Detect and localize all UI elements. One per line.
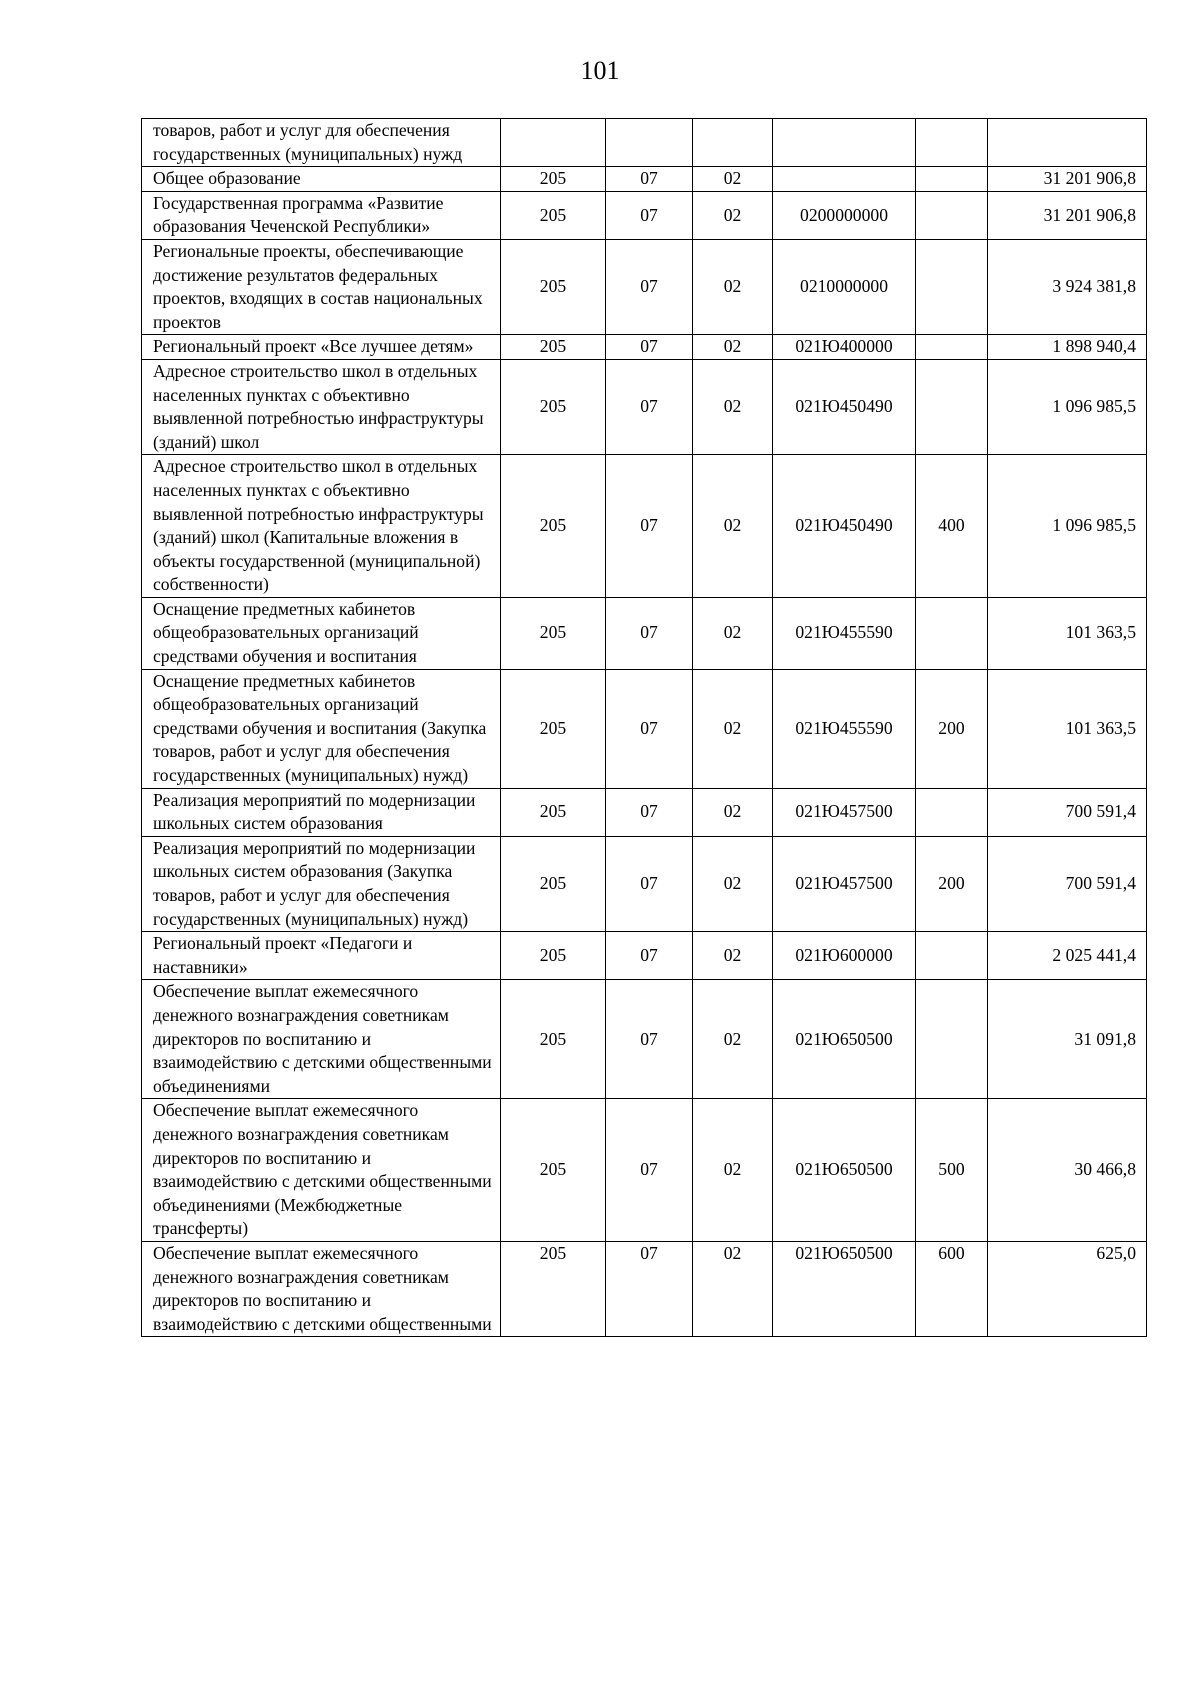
expense-type-cell (916, 119, 988, 167)
expense-type-cell: 200 (916, 836, 988, 931)
row-name-cell: Государственная программа «Развитие образования Чеченской Республики» (142, 191, 501, 239)
subsection-code-cell: 02 (693, 836, 773, 931)
target-article-cell: 021Ю650500 (773, 1241, 916, 1336)
table-row (142, 1241, 1147, 1336)
table-row (142, 119, 1147, 167)
expense-type-cell: 400 (916, 455, 988, 598)
amount-cell: 1 898 940,4 (988, 335, 1147, 360)
row-name-cell: Адресное строительство школ в отдельных населенных пунктах с объективно выявленной потребностью инфраструктуры (зданий) школ (142, 359, 501, 454)
row-name-cell: Региональный проект «Все лучшее детям» (142, 335, 501, 360)
subsection-code-cell: 02 (693, 359, 773, 454)
amount-cell: 101 363,5 (988, 597, 1147, 669)
ministry-code-cell: 205 (501, 191, 606, 239)
ministry-code-cell: 205 (501, 335, 606, 360)
expense-type-cell (916, 335, 988, 360)
ministry-code-cell: 205 (501, 359, 606, 454)
expense-type-cell (916, 239, 988, 334)
row-name-cell: Региональный проект «Педагоги и наставники» (142, 932, 501, 980)
amount-cell: 30 466,8 (988, 1099, 1147, 1242)
amount-cell (988, 119, 1147, 167)
amount-cell: 31 201 906,8 (988, 191, 1147, 239)
amount-cell: 101 363,5 (988, 669, 1147, 788)
subsection-code-cell: 02 (693, 980, 773, 1099)
expense-type-cell: 600 (916, 1241, 988, 1336)
amount-cell: 2 025 441,4 (988, 932, 1147, 980)
ministry-code-cell: 205 (501, 669, 606, 788)
section-code-cell: 07 (606, 359, 693, 454)
target-article-cell: 021Ю457500 (773, 836, 916, 931)
table-row (142, 455, 1147, 598)
table-row (142, 669, 1147, 788)
target-article-cell: 021Ю457500 (773, 788, 916, 836)
target-article-cell: 021Ю450490 (773, 359, 916, 454)
amount-cell: 700 591,4 (988, 788, 1147, 836)
target-article-cell (773, 167, 916, 192)
target-article-cell: 021Ю455590 (773, 669, 916, 788)
table-row (142, 335, 1147, 360)
expense-type-cell (916, 980, 988, 1099)
expense-type-cell (916, 932, 988, 980)
expense-type-cell: 500 (916, 1099, 988, 1242)
subsection-code-cell (693, 119, 773, 167)
subsection-code-cell: 02 (693, 788, 773, 836)
target-article-cell: 021Ю455590 (773, 597, 916, 669)
table-row (142, 1099, 1147, 1242)
table-row (142, 239, 1147, 334)
section-code-cell: 07 (606, 932, 693, 980)
expense-type-cell (916, 359, 988, 454)
row-name-cell: Реализация мероприятий по модернизации школьных систем образования (142, 788, 501, 836)
ministry-code-cell: 205 (501, 836, 606, 931)
table-row (142, 980, 1147, 1099)
ministry-code-cell: 205 (501, 932, 606, 980)
ministry-code-cell: 205 (501, 1099, 606, 1242)
section-code-cell: 07 (606, 1241, 693, 1336)
target-article-cell: 021Ю600000 (773, 932, 916, 980)
ministry-code-cell: 205 (501, 1241, 606, 1336)
subsection-code-cell: 02 (693, 932, 773, 980)
section-code-cell: 07 (606, 335, 693, 360)
section-code-cell: 07 (606, 597, 693, 669)
subsection-code-cell: 02 (693, 1099, 773, 1242)
subsection-code-cell: 02 (693, 239, 773, 334)
target-article-cell: 0200000000 (773, 191, 916, 239)
amount-cell: 700 591,4 (988, 836, 1147, 931)
page-number: 101 (580, 56, 620, 85)
row-name-cell: Региональные проекты, обеспечивающие достижение результатов федеральных проектов, входящих в состав национальных проектов (142, 239, 501, 334)
subsection-code-cell: 02 (693, 669, 773, 788)
target-article-cell: 021Ю650500 (773, 980, 916, 1099)
subsection-code-cell: 02 (693, 455, 773, 598)
section-code-cell: 07 (606, 455, 693, 598)
subsection-code-cell: 02 (693, 1241, 773, 1336)
row-name-cell: Оснащение предметных кабинетов общеобразовательных организаций средствами обучения и воспитания (Закупка товаров, работ и услуг для обеспечения государственных (муниципальных) нужд) (142, 669, 501, 788)
section-code-cell: 07 (606, 669, 693, 788)
ministry-code-cell: 205 (501, 455, 606, 598)
section-code-cell (606, 119, 693, 167)
section-code-cell: 07 (606, 788, 693, 836)
subsection-code-cell: 02 (693, 167, 773, 192)
section-code-cell: 07 (606, 980, 693, 1099)
subsection-code-cell: 02 (693, 597, 773, 669)
section-code-cell: 07 (606, 191, 693, 239)
row-name-cell: Обеспечение выплат ежемесячного денежного вознаграждения советникам директоров по воспитанию и взаимодействию с детскими общественными (142, 1241, 501, 1336)
amount-cell: 625,0 (988, 1241, 1147, 1336)
section-code-cell: 07 (606, 239, 693, 334)
amount-cell: 1 096 985,5 (988, 359, 1147, 454)
target-article-cell: 021Ю650500 (773, 1099, 916, 1242)
target-article-cell: 021Ю400000 (773, 335, 916, 360)
amount-cell: 3 924 381,8 (988, 239, 1147, 334)
expense-type-cell: 200 (916, 669, 988, 788)
ministry-code-cell: 205 (501, 788, 606, 836)
subsection-code-cell: 02 (693, 191, 773, 239)
target-article-cell: 021Ю450490 (773, 455, 916, 598)
table-row (142, 191, 1147, 239)
budget-table (141, 118, 1147, 1337)
expense-type-cell (916, 167, 988, 192)
subsection-code-cell: 02 (693, 335, 773, 360)
ministry-code-cell: 205 (501, 167, 606, 192)
row-name-cell: товаров, работ и услуг для обеспечения государственных (муниципальных) нужд (142, 119, 501, 167)
row-name-cell: Адресное строительство школ в отдельных населенных пунктах с объективно выявленной потребностью инфраструктуры (зданий) школ (Капитальные вложения в объекты государственной (муниципальной) собственности) (142, 455, 501, 598)
table-row (142, 836, 1147, 931)
table-row (142, 597, 1147, 669)
amount-cell: 31 201 906,8 (988, 167, 1147, 192)
expense-type-cell (916, 191, 988, 239)
amount-cell: 31 091,8 (988, 980, 1147, 1099)
budget-table-body (142, 119, 1147, 1337)
table-row (142, 359, 1147, 454)
table-row (142, 932, 1147, 980)
table-row (142, 167, 1147, 192)
row-name-cell: Оснащение предметных кабинетов общеобразовательных организаций средствами обучения и воспитания (142, 597, 501, 669)
target-article-cell: 0210000000 (773, 239, 916, 334)
row-name-cell: Реализация мероприятий по модернизации школьных систем образования (Закупка товаров, работ и услуг для обеспечения государственных (муниципальных) нужд) (142, 836, 501, 931)
expense-type-cell (916, 597, 988, 669)
row-name-cell: Общее образование (142, 167, 501, 192)
table-row (142, 788, 1147, 836)
expense-type-cell (916, 788, 988, 836)
row-name-cell: Обеспечение выплат ежемесячного денежного вознаграждения советникам директоров по воспитанию и взаимодействию с детскими общественными объединениями (Межбюджетные трансферты) (142, 1099, 501, 1242)
row-name-cell: Обеспечение выплат ежемесячного денежного вознаграждения советникам директоров по воспитанию и взаимодействию с детскими общественными объединениями (142, 980, 501, 1099)
amount-cell: 1 096 985,5 (988, 455, 1147, 598)
ministry-code-cell: 205 (501, 239, 606, 334)
ministry-code-cell (501, 119, 606, 167)
section-code-cell: 07 (606, 167, 693, 192)
ministry-code-cell: 205 (501, 980, 606, 1099)
section-code-cell: 07 (606, 1099, 693, 1242)
target-article-cell (773, 119, 916, 167)
ministry-code-cell: 205 (501, 597, 606, 669)
section-code-cell: 07 (606, 836, 693, 931)
